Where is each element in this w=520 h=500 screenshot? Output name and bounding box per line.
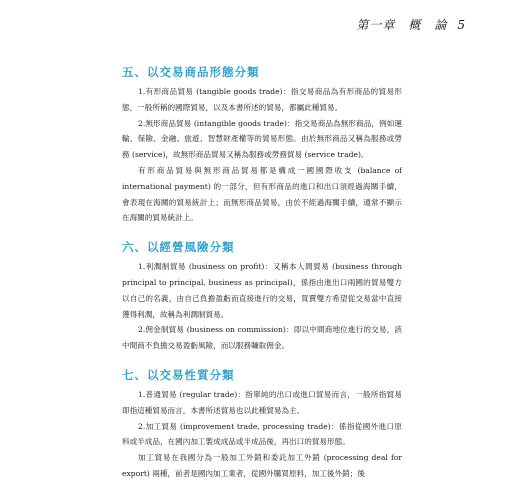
paragraph-improvement-trade: 2.加工貿易 (improvement trade, processing trade)：係指從國外進口原料或半成品，在國內加工製成成品或半成品後，再出口的貿易形態。 [122,421,402,447]
section-heading-5: 五、以交易商品形態分類 [122,65,260,79]
paragraph-processing-deal: 加工貿易在我國分為一般加工外銷和委託加工外銷 (processing deal for export) 兩種，前者是國內加工業者，從國外購買原料，加工後外銷；後 [122,453,402,478]
page-body [122,64,402,482]
section-heading-6: 六、以經營風險分類 [122,240,235,255]
paragraph-intangible-goods-trade: 2.無形商品貿易 (intangible goods trade)：指交易商品為無形商品，例如運輸、保險、金融、旅遊、智慧財產權等的貿易形態。由於無形商品又稱為服務或勞務 (service)，故無形商品貿易又稱為服務或勞務貿易 (service trade)。 [122,118,402,160]
running-head [356,16,466,33]
page-number: 5 [457,18,466,32]
paragraph-regular-trade: 1.普通貿易 (regular trade)：指單純的出口或進口貿易而言，一般所指貿易即指這種貿易而言，本書所述貿易也以此種貿易為主。 [122,389,402,415]
paragraph-business-on-commission: 2.佣金制貿易 (business on commission)：即以中間商地位進行的交易，該中間商不負擔交易盈虧風險，而以服務賺取佣金。 [122,325,402,351]
paragraph-balance-of-payment: 有形商品貿易與無形商品貿易都是構成一國國際收支 (balance of international payment) 的一部分，但有形商品的進口和出口須經過海關手續，會表現在海關的貿易統計上；而無形商品貿易，由於不經過海關手續，通常不顯示在海關的貿易統計上。 [122,165,402,223]
paragraph-tangible-goods-trade: 1.有形商品貿易 (tangible goods trade)：指交易商品為有形商品的貿易形態，一般所稱的國際貿易，以及本書所述的貿易，都屬此種貿易。 [122,87,402,112]
chapter-title: 第一章 概 論 [356,18,448,32]
paragraph-business-on-profit: 1.利潤制貿易 (business on profit)：又稱本人間貿易 (business through principal to principal, business as principal)，係指由進出口兩國的貿易雙方以自己的名義，由自己負擔盈虧而直接進行的交易，買賣雙方希望從交易當中直接獲得利潤，故稱為利潤制貿易。 [122,262,402,319]
section-heading-7: 七、以交易性質分類 [122,367,235,382]
